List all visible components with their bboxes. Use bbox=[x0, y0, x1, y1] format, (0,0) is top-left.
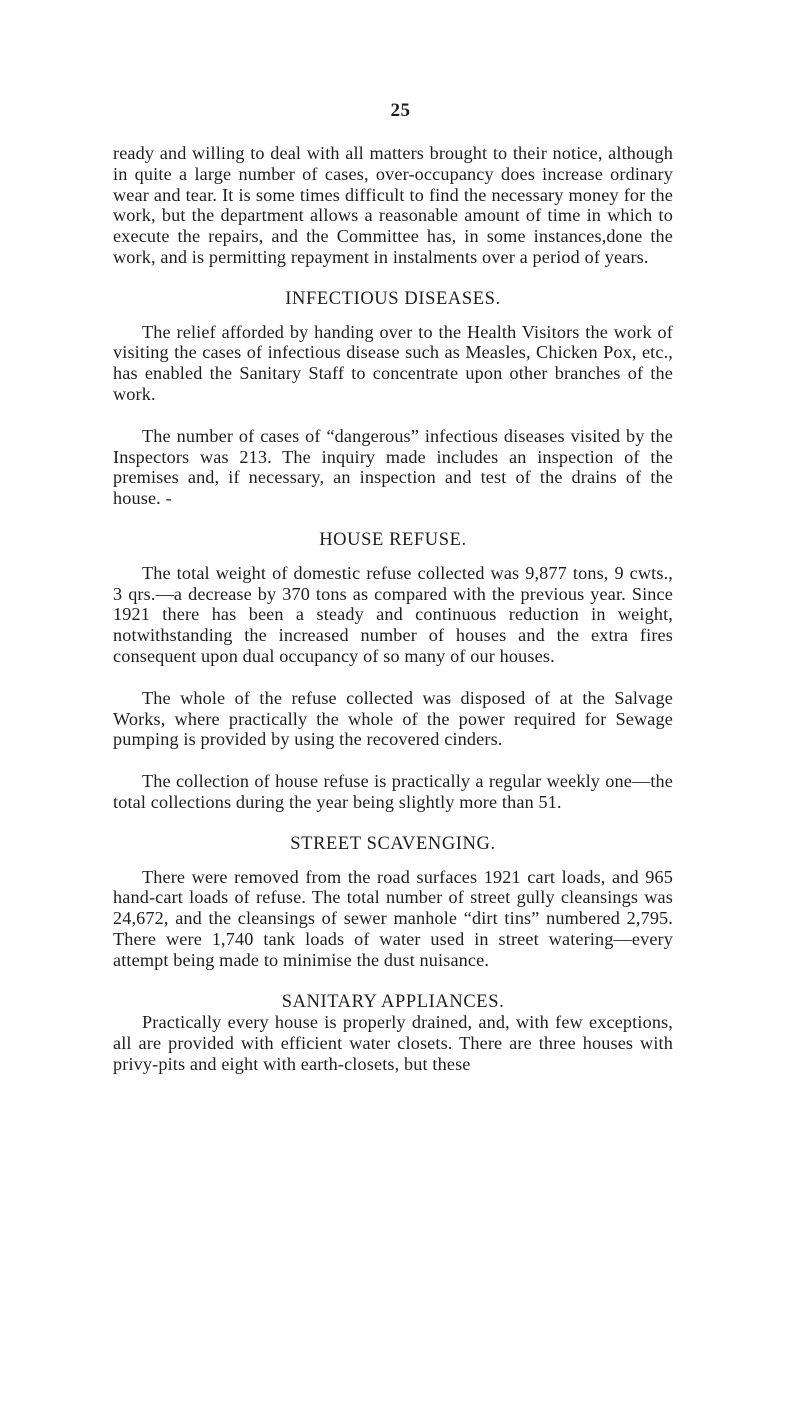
paragraph-house-refuse-2: The whole of the refuse collected was disposed of at the Salvage Works, where practically the whole of the power required for Sewage pumping is provided by using the recovered cinders. bbox=[113, 687, 673, 750]
heading-sanitary-appliances: SANITARY APPLIANCES. bbox=[281, 991, 505, 1012]
paragraph-house-refuse-3: The collection of house refuse is practically a regular weekly one—the total collections during the year being slightly more than 51. bbox=[113, 771, 673, 812]
paragraph-intro: ready and willing to deal with all matters brought to their notice, although in quite a large number of cases, over-occupancy does increase ordinary wear and tear. It is some times difficult to find the necessary money for the work, but the department allows a reasonable amount of time in which to execute the repairs, and the Committee has, in some instances,done the work, and is permitting repayment in instalments over a period of years. bbox=[113, 143, 673, 267]
paragraph-street-scavenging-1: There were removed from the road surfaces 1921 cart loads, and 965 hand-cart loads of refuse. The total number of street gully cleansings was 24,672, and the cleansings of sewer manhole “dirt tins” numbered 2,795. There were 1,740 tank loads of water used in street watering—every attempt being made to minimise the dust nuisance. bbox=[113, 866, 673, 970]
body-text bbox=[113, 143, 673, 1075]
heading-house-refuse: HOUSE REFUSE. bbox=[319, 529, 467, 550]
paragraph-house-refuse-1: The total weight of domestic refuse collected was 9,877 tons, 9 cwts., 3 qrs.—a decrease by 370 tons as compared with the previous year. Since 1921 there has been a steady and continuous reduction in weight, notwithstanding the increased number of houses and the extra fires consequent upon dual occupancy of so many of our houses. bbox=[113, 562, 673, 666]
paragraph-infectious-diseases-1: The relief afforded by handing over to the Health Visitors the work of visiting the cases of infectious disease such as Measles, Chicken Pox, etc., has enabled the Sanitary Staff to concentrate upon other branches of the work. bbox=[113, 321, 673, 404]
page-number: 25 bbox=[390, 100, 411, 121]
heading-street-scavenging: STREET SCAVENGING. bbox=[290, 833, 496, 854]
paragraph-infectious-diseases-2: The number of cases of “dangerous” infectious diseases visited by the Inspectors was 213. The inquiry made includes an inspection of the premises and, if necessary, an inspection and test of the drains of the house. - bbox=[113, 425, 673, 509]
paragraph-sanitary-appliances-1: Practically every house is properly drained, and, with few exceptions, all are provided with efficient water closets. There are three houses with privy-pits and eight with earth-closets, but these bbox=[113, 1012, 673, 1074]
heading-infectious-diseases: INFECTIOUS DISEASES. bbox=[285, 288, 501, 309]
